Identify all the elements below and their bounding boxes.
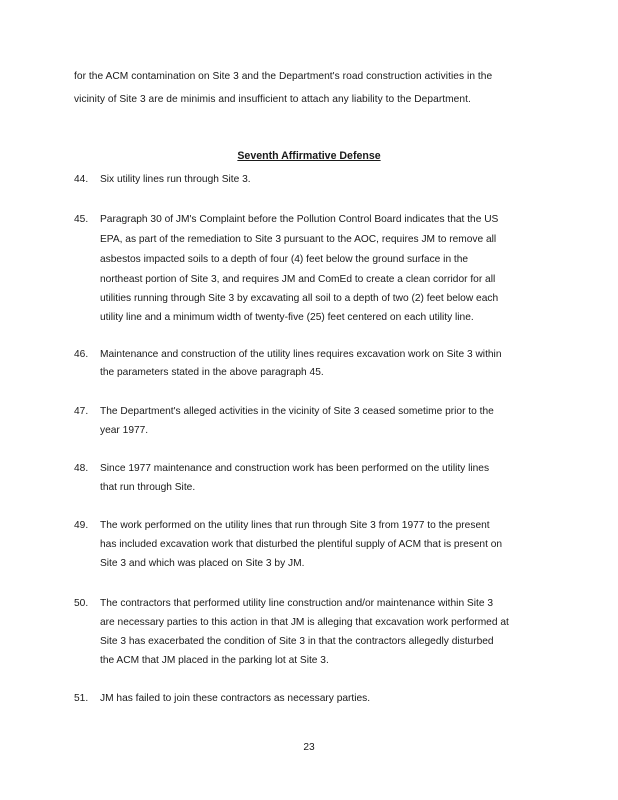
- paragraph-line: has included excavation work that disturbed the plentiful supply of ACM that is present on: [100, 539, 503, 550]
- paragraph-line: the ACM that JM placed in the parking lot at Site 3.: [100, 655, 329, 666]
- paragraph-number: 47.: [74, 406, 89, 417]
- paragraph-line: year 1977.: [100, 425, 149, 436]
- paragraph-line: The contractors that performed utility line construction and/or maintenance within Site 3: [100, 598, 493, 609]
- paragraph-line: Six utility lines run through Site 3.: [100, 174, 251, 185]
- paragraph-line: are necessary parties to this action in that JM is alleging that excavation work performed at: [100, 617, 509, 628]
- page-number: 23: [303, 742, 315, 753]
- paragraph-number: 49.: [74, 520, 89, 531]
- paragraph-line: the parameters stated in the above paragraph 45.: [100, 367, 324, 378]
- paragraph-number: 45.: [74, 214, 89, 225]
- paragraph-line: EPA, as part of the remediation to Site 3 pursuant to the AOC, requires JM to remove all: [100, 234, 497, 245]
- paragraph-line: that run through Site.: [100, 482, 196, 493]
- paragraph-line: northeast portion of Site 3, and requires JM and ComEd to create a clean corridor for all: [100, 274, 496, 285]
- paragraph-line: utility line and a minimum width of twenty-five (25) feet centered on each utility line.: [100, 312, 474, 323]
- paragraph-line: Maintenance and construction of the utility lines requires excavation work on Site 3 within: [100, 349, 502, 360]
- intro-line-1: for the ACM contamination on Site 3 and the Department's road construction activities in the: [74, 71, 493, 82]
- paragraph-line: utilities running through Site 3 by excavating all soil to a depth of two (2) feet below each: [100, 293, 499, 304]
- paragraph-line: Since 1977 maintenance and construction work has been performed on the utility lines: [100, 463, 490, 474]
- paragraph-line: The work performed on the utility lines that run through Site 3 from 1977 to the present: [100, 520, 490, 531]
- paragraph-line: The Department's alleged activities in the vicinity of Site 3 ceased sometime prior to the: [100, 406, 494, 417]
- intro-line-2: vicinity of Site 3 are de minimis and insufficient to attach any liability to the Department.: [74, 94, 471, 105]
- section-heading: Seventh Affirmative Defense: [237, 150, 381, 162]
- paragraph-number: 50.: [74, 598, 89, 609]
- paragraph-line: Site 3 has exacerbated the condition of Site 3 in that the contractors allegedly disturbed: [100, 636, 494, 647]
- paragraph-line: JM has failed to join these contractors as necessary parties.: [100, 693, 371, 704]
- paragraph-number: 48.: [74, 463, 89, 474]
- paragraph-number: 46.: [74, 349, 89, 360]
- paragraph-line: Site 3 and which was placed on Site 3 by JM.: [100, 558, 305, 569]
- paragraph-number: 44.: [74, 174, 89, 185]
- paragraph-line: asbestos impacted soils to a depth of four (4) feet below the ground surface in the: [100, 254, 469, 265]
- paragraph-number: 51.: [74, 693, 89, 704]
- paragraph-line: Paragraph 30 of JM's Complaint before the Pollution Control Board indicates that the US: [100, 214, 499, 225]
